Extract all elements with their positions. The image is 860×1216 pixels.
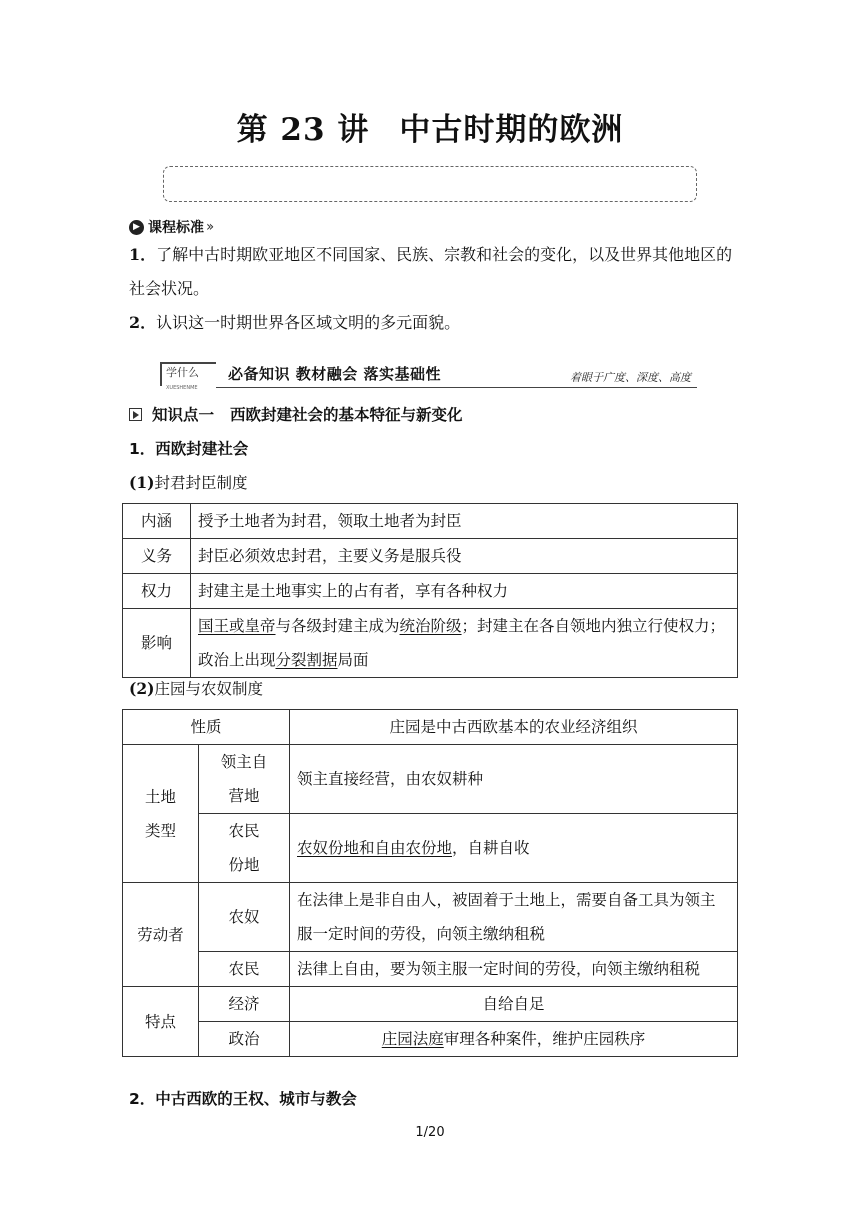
dashed-placeholder-box [163, 166, 697, 202]
section-banner [160, 362, 697, 391]
table-row [123, 1022, 738, 1057]
table-cell: 授予土地者为封君，领取土地者为封臣 [191, 504, 738, 539]
knowledge-point-label: 知识点一 [152, 406, 215, 424]
table-row [123, 814, 738, 883]
knowledge-point-heading [129, 403, 463, 425]
table-label: 领主自营地 [199, 745, 290, 814]
table-row [123, 952, 738, 987]
table-row [123, 883, 738, 952]
table-row [123, 987, 738, 1022]
lecture-number: 第 23 讲 [236, 112, 370, 148]
subsection-heading-2: (2)庄园与农奴制度 [129, 679, 263, 698]
page-number: 1/20 [415, 1125, 445, 1140]
course-standard-label: 课程标准 [148, 220, 204, 236]
table-cell: 自给自足 [290, 987, 738, 1022]
table-label: 特点 [123, 987, 199, 1057]
table-cell: 封臣必须效忠封君，主要义务是服兵役 [191, 539, 738, 574]
table-cell: 封建主是土地事实上的占有者，享有各种权力 [191, 574, 738, 609]
table-label: 经济 [199, 987, 290, 1022]
banner-rule [216, 387, 697, 388]
table-cell: 国王或皇帝与各级封建主成为统治阶级；封建主在各自领地内独立行使权力；政治上出现分裂割据局面 [191, 609, 738, 678]
table-label: 影响 [123, 609, 191, 678]
table-row [123, 609, 738, 678]
subsection-heading-1: (1)封君封臣制度 [129, 473, 248, 492]
triangle-icon [129, 408, 142, 421]
banner-right-text: 着眼于广度、深度、高度 [570, 371, 691, 384]
table-row [123, 745, 738, 814]
table-row [123, 504, 738, 539]
table-label: 权力 [123, 574, 191, 609]
table-cell: 法律上自由，要为领主服一定时间的劳役，向领主缴纳租税 [290, 952, 738, 987]
page-title [0, 104, 860, 149]
table-label: 内涵 [123, 504, 191, 539]
banner-center-text: 必备知识 教材融会 落实基础性 [228, 365, 441, 383]
table-label: 政治 [199, 1022, 290, 1057]
table-label: 农奴 [199, 883, 290, 952]
table-cell: 庄园法庭审理各种案件，维护庄园秩序 [290, 1022, 738, 1057]
section-heading-2: 2．中古西欧的王权、城市与教会 [129, 1090, 357, 1108]
standard-item-1: 1．了解中古时期欧亚地区不同国家、民族、宗教和社会的变化，以及世界其他地区的社会状况。 [129, 245, 733, 298]
section-heading-1: 1．西欧封建社会 [129, 440, 249, 458]
lecture-topic: 中古时期的欧洲 [399, 112, 624, 148]
table-label: 性质 [123, 710, 290, 745]
feudal-system-table [122, 503, 738, 678]
table-cell: 庄园是中古西欧基本的农业经济组织 [290, 710, 738, 745]
banner-logo: 学什么 XUESHENME [160, 362, 216, 386]
play-circle-icon: ▶ [129, 220, 144, 235]
table-row [123, 710, 738, 745]
course-standard-heading [129, 217, 211, 237]
table-cell: 农奴份地和自由农份地，自耕自收 [290, 814, 738, 883]
table-label: 农民份地 [199, 814, 290, 883]
manor-system-table [122, 709, 738, 1057]
standard-item-2: 2．认识这一时期世界各区域文明的多元面貌。 [129, 313, 461, 332]
table-label: 土地类型 [123, 745, 199, 883]
table-label: 义务 [123, 539, 191, 574]
table-row [123, 539, 738, 574]
knowledge-point-title: 西欧封建社会的基本特征与新变化 [230, 406, 463, 424]
table-cell: 领主直接经营，由农奴耕种 [290, 745, 738, 814]
table-cell: 在法律上是非自由人，被固着于土地上，需要自备工具为领主服一定时间的劳役，向领主缴纳租税 [290, 883, 738, 952]
double-chevron-icon: ›› [206, 219, 212, 235]
table-label: 农民 [199, 952, 290, 987]
table-label: 劳动者 [123, 883, 199, 987]
table-row [123, 574, 738, 609]
